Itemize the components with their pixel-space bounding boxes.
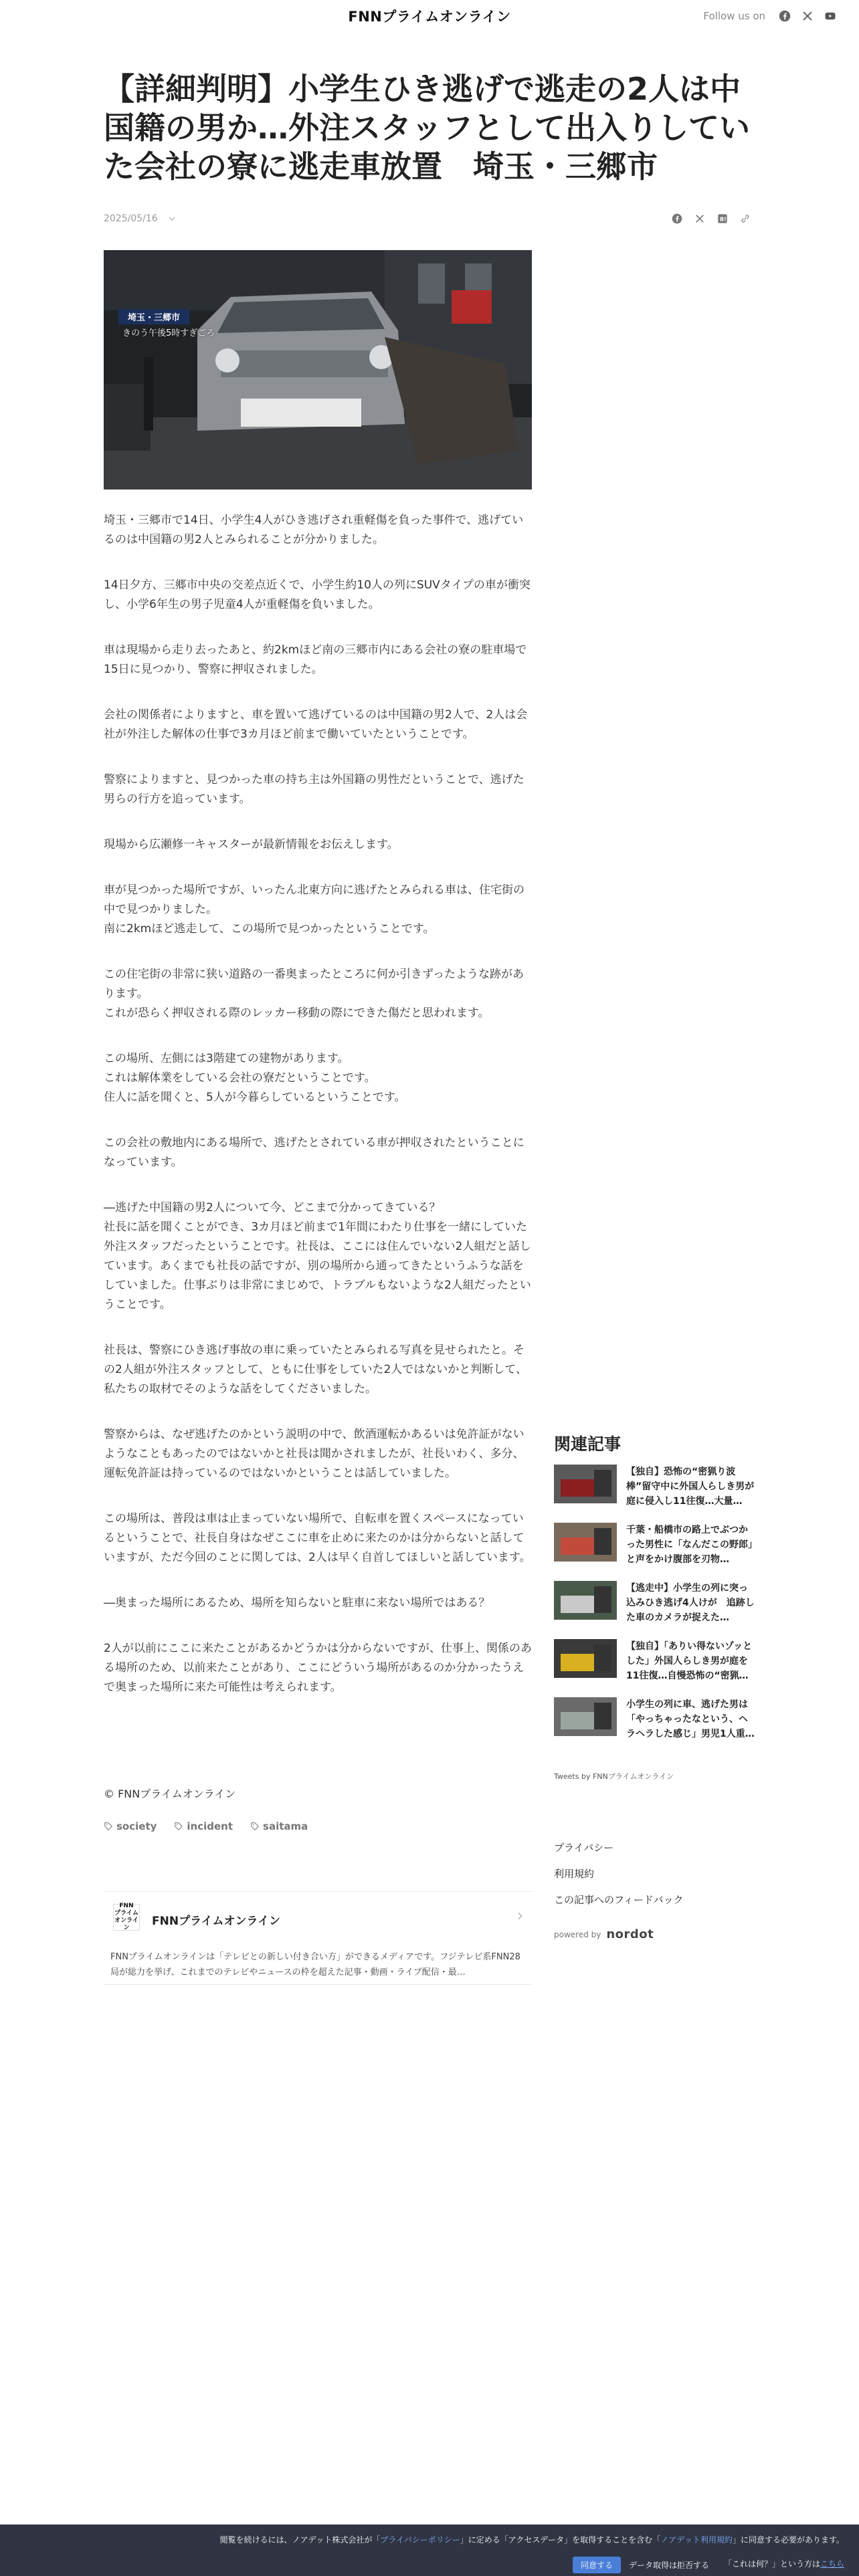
copyright: © FNNプライムオンライン xyxy=(104,1788,236,1800)
tag-icon xyxy=(250,1822,260,1831)
caption-location: 埼玉・三郷市 xyxy=(118,309,189,324)
tag-label: society xyxy=(116,1820,157,1832)
article-paragraph: ―奥まった場所にあるため、場所を知らないと駐車に来ない場所ではある？ xyxy=(104,1596,490,1610)
related-thumbnail[interactable] xyxy=(554,1581,617,1620)
related-title[interactable]: 【独自】恐怖の“密猟り波棒”留守中に外国人らしき男が庭に侵入し11往復…大量… xyxy=(626,1467,755,1507)
publish-date: 2025/05/16 xyxy=(104,213,158,224)
consent-actions xyxy=(573,2557,709,2573)
article-paragraph: この場所、左側には3階建ての建物があります。 これは解体業をしている会社の寮だということです。 住人に話を聞くと、5人が今暮らしているということです。 xyxy=(104,1052,406,1104)
agree-button[interactable]: 同意する xyxy=(573,2557,621,2573)
copy-link-icon[interactable] xyxy=(739,213,751,225)
article-body xyxy=(104,511,532,1723)
related-articles xyxy=(554,1465,755,1755)
site-logo[interactable]: FNNプライムオンライン xyxy=(348,9,511,25)
reject-data-button[interactable]: データ取得は拒否する xyxy=(629,2561,710,2570)
article-paragraph: この場所は、普段は車は止まっていない場所で、自転車を置くスペースになっているということで、社長自身はなぜここに車を止めに来たのかは分からないと話していますが、ただ今回のことに関しては、2人は早く自首してほしいと話しています。 xyxy=(104,1512,531,1564)
consent-banner xyxy=(0,2525,859,2576)
tag-saitama[interactable] xyxy=(250,1820,308,1832)
privacy-policy-link[interactable]: プライバシーポリシー xyxy=(380,2535,460,2545)
related-heading: 関連記事 xyxy=(554,1434,622,1454)
article-paragraph: この住宅街の非常に狭い道路の一番奥まったところに何か引きずったような跡があります。 これが恐らく押収される際のレッカー移動の際にできた傷だと思われます。 xyxy=(104,968,524,1020)
tag-icon xyxy=(104,1822,113,1831)
tag-society[interactable] xyxy=(104,1820,157,1832)
consent-text: 閲覧を続けるには、ノアデット株式会社が「プライバシーポリシー」に定める「アクセスデータ」を取得することを含む「ノアデット利用規約」に同意する必要があります。 xyxy=(219,2535,844,2545)
related-title[interactable]: 小学生の列に車、逃げた男は「やっちゃったなという、ヘラヘラした感じ」男児1人重… xyxy=(626,1699,755,1739)
related-thumbnail[interactable] xyxy=(554,1523,617,1562)
related-title[interactable]: 千葉・船橋市の路上でぶつかった男性に「なんだこの野郎」と声をかけ腹部を刃物… xyxy=(626,1525,753,1565)
suv-photo xyxy=(104,250,532,490)
follow-us xyxy=(703,8,838,24)
tag-list xyxy=(104,1820,308,1832)
facebook-icon[interactable] xyxy=(777,9,792,23)
tag-label: incident xyxy=(187,1820,233,1832)
related-thumbnail[interactable] xyxy=(554,1697,617,1736)
tag-label: saitama xyxy=(263,1820,308,1832)
powered-by[interactable] xyxy=(554,1927,654,1941)
article-paragraph: 社長は、警察にひき逃げ事故の車に乗っていたとみられる写真を見せられたと。その2人組が外注スタッフとして、ともに仕事をしていた2人ではないかと判断して、私たちの取材でそのような話をしてくださいました。 xyxy=(104,1344,527,1396)
share-x-icon[interactable] xyxy=(694,213,706,225)
publisher-logo: FNN プライム オンライン xyxy=(113,1904,140,1931)
article-paragraph: 14日夕方、三郷市中央の交差点近くで、小学生約10人の列にSUVタイプの車が衝突し、小学6年生の男子児童4人が重軽傷を負いました。 xyxy=(104,578,531,611)
related-item[interactable] xyxy=(554,1523,755,1576)
related-title[interactable]: 【逃走中】小学生の列に突っ込みひき逃げ4人けが 追跡した車のカメラが捉えた… xyxy=(626,1583,755,1623)
share-facebook-icon[interactable] xyxy=(671,213,683,225)
follow-label: Follow us on xyxy=(703,10,765,22)
article-paragraph: 2人が以前にここに来たことがあるかどうかは分からないですが、仕事上、関係のある場所のため、以前来たことがあり、ここにどういう場所があるのか分かったうえで奥まった場所に来た可能性は考えられます。 xyxy=(104,1642,532,1694)
related-title[interactable]: 【独自】「ありい得ないゾッとした」外国人らしき男が庭を11往復…自慢恐怖の“密猟… xyxy=(626,1641,753,1681)
related-item[interactable] xyxy=(554,1639,755,1693)
article-paragraph: この会社の敷地内にある場所で、逃げたとされている車が押収されたということになっています。 xyxy=(104,1136,524,1169)
what-is-this-link[interactable]: こちら xyxy=(820,2559,844,2569)
article-paragraph: 現場から広瀬修一キャスターが最新情報をお伝えします。 xyxy=(104,838,399,851)
chevron-right-icon[interactable] xyxy=(514,1911,525,1921)
article-title: 【詳細判明】小学生ひき逃げで逃走の2人は中国籍の男か…外注スタッフとして出入りしていた会社の寮に逃走車放置 埼玉・三郷市 xyxy=(104,71,750,185)
article-paragraph: 警察からは、なぜ逃げたのかという説明の中で、飲酒運転かあるいは免許証がないようなこともあったのではないかと社長は聞かされましたが、社長いわく、多分、運転免許証は持っているのではないかということは話していました。 xyxy=(104,1428,524,1480)
x-icon[interactable] xyxy=(800,9,815,23)
publisher-name[interactable]: FNNプライムオンライン xyxy=(152,1915,281,1928)
share-bar xyxy=(671,213,751,225)
related-item[interactable] xyxy=(554,1581,755,1634)
article-paragraph: 警察によりますと、見つかった車の持ち主は外国籍の男性だということで、逃げた男らの行方を追っています。 xyxy=(104,773,524,806)
article-paragraph: 車が見つかった場所ですが、いったん北東方向に逃げたとみられる車は、住宅街の中で見つかりました。 南に2kmほど逃走して、この場所で見つかったということです。 xyxy=(104,883,524,936)
article-paragraph: 車は現場から走り去ったあと、約2kmほど南の三郷市内にある会社の寮の駐車場で15日に見つかり、警察に押収されました。 xyxy=(104,643,527,676)
footer-link[interactable]: 利用規約 xyxy=(554,1868,595,1880)
publisher-card[interactable] xyxy=(104,1891,532,1985)
publisher-description: FNNプライムオンラインは「テレビとの新しい付き合い方」ができるメディアです。フジテレビ系FNN28局が総力を挙げ、これまでのテレビやニュースの枠を超えた記事・動画・ライブ配信・最… xyxy=(110,1952,520,1977)
svg-text:B!: B! xyxy=(720,216,727,223)
footer-links xyxy=(554,1840,684,1919)
article-meta xyxy=(104,210,751,227)
article-paragraph: 埼玉・三郷市で14日、小学生4人がひき逃げされ重軽傷を負った事件で、逃げているのは中国籍の男2人とみられることが分かりました。 xyxy=(104,514,524,546)
nordot-logo: nordot xyxy=(606,1927,654,1941)
tag-incident[interactable] xyxy=(174,1820,233,1832)
footer-link[interactable]: プライバシー xyxy=(554,1842,614,1854)
site-header xyxy=(0,0,859,32)
article-paragraph: ―逃げた中国籍の男2人について今、どこまで分かってきている？ 社長に話を聞くことができ、3カ月ほど前まで1年間にわたり仕事を一緒にしていた外注スタッフだったということです。社長は、ここには住んでいない2人組だと話しています。あくまでも社長の話ですが、別の場所から通ってきたというふうな話をしていました。仕事ぶりは非常にまじめで、トラブルもないような2人組だったということです。 xyxy=(104,1201,531,1311)
tweets-by-link[interactable]: Tweets by FNNプライムオンライン xyxy=(554,1772,674,1781)
tag-icon xyxy=(174,1822,183,1831)
what-is-this: 「これは何？」という方はこちら xyxy=(723,2559,844,2569)
terms-link[interactable]: ノアデット利用規約 xyxy=(660,2535,733,2545)
related-item[interactable] xyxy=(554,1465,755,1518)
related-thumbnail[interactable] xyxy=(554,1639,617,1678)
related-thumbnail[interactable] xyxy=(554,1465,617,1503)
article-hero-image xyxy=(104,250,532,490)
chevron-down-icon[interactable] xyxy=(167,214,177,223)
image-caption xyxy=(118,309,219,340)
related-item[interactable] xyxy=(554,1697,755,1751)
caption-time: きのう午後5時すぎごろ xyxy=(122,328,215,338)
article-paragraph: 会社の関係者によりますと、車を置いて逃げているのは中国籍の男2人で、2人は会社が外注した解体の仕事で3カ月ほど前まで働いていたということです。 xyxy=(104,708,528,741)
youtube-icon[interactable] xyxy=(823,9,838,23)
powered-label: powered by xyxy=(554,1929,601,1939)
footer-link[interactable]: この記事へのフィードバック xyxy=(554,1894,684,1906)
share-hatena-icon[interactable] xyxy=(717,213,729,225)
